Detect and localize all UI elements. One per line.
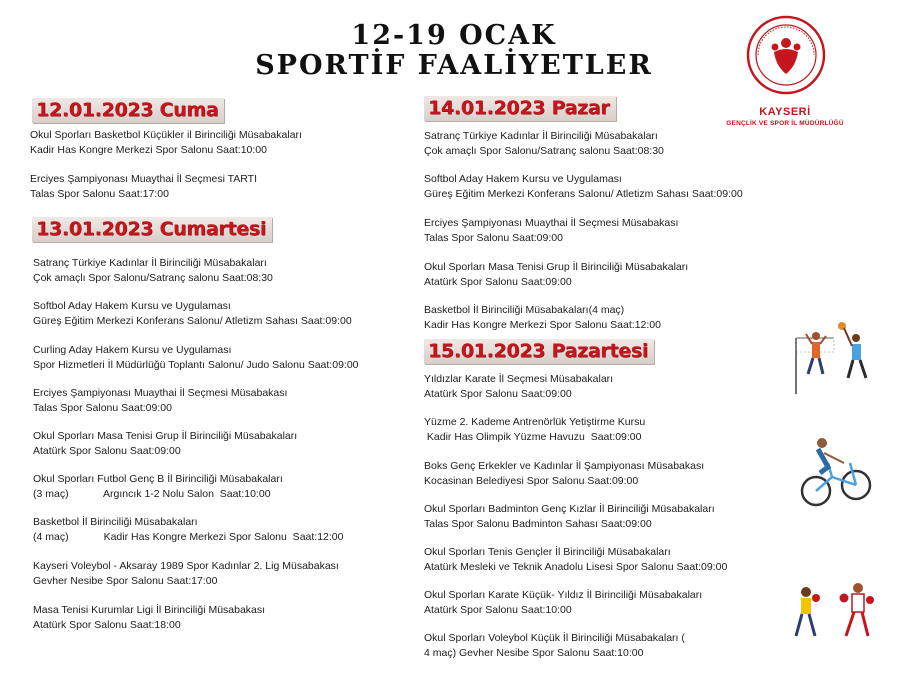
event-item: Satranç Türkiye Kadınlar İl Birinciliği Müsabakaları Çok amaçlı Spor Salonu/Satranç salonu Saat:08:30 xyxy=(33,257,273,284)
event-item: Okul Sporları Voleybol Küçük İl Birinciliği Müsabakaları ( 4 maç) Gevher Nesibe Spor Salonu Saat:10:00 xyxy=(424,632,685,659)
ministry-logo-icon xyxy=(742,14,830,96)
event-item: Masa Tenisi Kurumlar Ligi İl Birinciliği Müsabakası Atatürk Spor Salonu Saat:18:00 xyxy=(33,604,266,631)
page-title-dates: 12-19 OCAK xyxy=(351,20,557,51)
event-item: Curling Aday Hakem Kursu ve Uygulaması Spor Hizmetleri İl Müdürlüğü Toplantı Salonu/ Judo Salonu Saat:09:00 xyxy=(33,344,359,371)
brand-block xyxy=(724,106,846,127)
cyclist-illustration xyxy=(800,433,872,509)
event-item: Yüzme 2. Kademe Antrenörlük Yetiştirme Kursu Kadir Has Olimpik Yüzme Havuzu Saat:09:00 xyxy=(424,416,646,443)
event-item: Erciyes Şampiyonası Muaythai İl Seçmesi Müsabakası Talas Spor Salonu Saat:09:00 xyxy=(424,217,679,244)
boxers-illustration xyxy=(792,578,884,640)
event-item: Softbol Aday Hakem Kursu ve Uygulaması Güreş Eğitim Merkezi Konferans Salonu/ Atletizm Sahası Saat:09:00 xyxy=(424,173,743,200)
event-item: Softbol Aday Hakem Kursu ve Uygulaması Güreş Eğitim Merkezi Konferans Salonu/ Atletizm Sahası Saat:09:00 xyxy=(33,300,352,327)
event-item: Boks Genç Erkekler ve Kadınlar İl Şampiyonası Müsabakası Kocasinan Belediyesi Spor Salonu Saat:09:00 xyxy=(424,460,705,487)
event-item: Okul Sporları Basketbol Küçükler il Birinciliği Müsabakaları Kadir Has Kongre Merkezi Spor Salonu Saat:10:00 xyxy=(30,129,302,156)
event-item: Basketbol İl Birinciliği Müsabakaları(4 maç) Kadir Has Kongre Merkezi Spor Salonu Saat:12:00 xyxy=(424,304,661,331)
event-item: Okul Sporları Tenis Gençler İl Birinciliği Müsabakaları Atatürk Mesleki ve Teknik Anadolu Lisesi Spor Salonu Saat:09:00 xyxy=(424,546,728,573)
event-item: Okul Sporları Masa Tenisi Grup İl Birinciliği Müsabakaları Atatürk Spor Salonu Saat:09:00 xyxy=(33,430,298,457)
event-item: Erciyes Şampiyonası Muaythai İl Seçmesi Müsabakası Talas Spor Salonu Saat:09:00 xyxy=(33,387,288,414)
day-heading-cumartesi: 13.01.2023 Cumartesi xyxy=(32,217,272,242)
event-item: Kayseri Voleybol - Aksaray 1989 Spor Kadınlar 2. Lig Müsabakası Gevher Nesibe Spor Salonu Saat:17:00 xyxy=(33,560,339,587)
brand-name: KAYSERİ xyxy=(759,106,811,118)
day-heading-pazartesi: 15.01.2023 Pazartesi xyxy=(424,339,654,364)
event-item: Okul Sporları Karate Küçük- Yıldız İl Birinciliği Müsabakaları Atatürk Spor Salonu Saat:10:00 xyxy=(424,589,703,616)
page-title: SPORTİF FAALİYETLER xyxy=(255,50,653,81)
day-heading-cuma: 12.01.2023 Cuma xyxy=(32,98,224,123)
event-item: Yıldızlar Karate İl Seçmesi Müsabakaları Atatürk Spor Salonu Saat:09:00 xyxy=(424,373,614,400)
event-item: Erciyes Şampiyonası Muaythai İl Seçmesi TARTI Talas Spor Salonu Saat:17:00 xyxy=(30,173,257,200)
brand-subtitle: GENÇLİK VE SPOR İL MÜDÜRLÜĞÜ xyxy=(726,120,844,127)
day-heading-pazar: 14.01.2023 Pazar xyxy=(424,96,616,121)
event-item: Okul Sporları Badminton Genç Kızlar İl Birinciliği Müsabakaları Talas Spor Salonu Badminton Sahası Saat:09:00 xyxy=(424,503,715,530)
event-item: Basketbol İl Birinciliği Müsabakaları (4 maç) Kadir Has Kongre Merkezi Spor Salonu Saat:12:00 xyxy=(33,516,344,543)
event-item: Okul Sporları Futbol Genç B İl Birinciliği Müsabakaları (3 maç) Argıncık 1-2 Nolu Salon Saat:10:00 xyxy=(33,473,283,500)
volleyball-players-illustration xyxy=(790,318,882,396)
event-item: Satranç Türkiye Kadınlar İl Birinciliği Müsabakaları Çok amaçlı Spor Salonu/Satranç salonu Saat:08:30 xyxy=(424,130,664,157)
event-item: Okul Sporları Masa Tenisi Grup İl Birinciliği Müsabakaları Atatürk Spor Salonu Saat:09:00 xyxy=(424,261,689,288)
